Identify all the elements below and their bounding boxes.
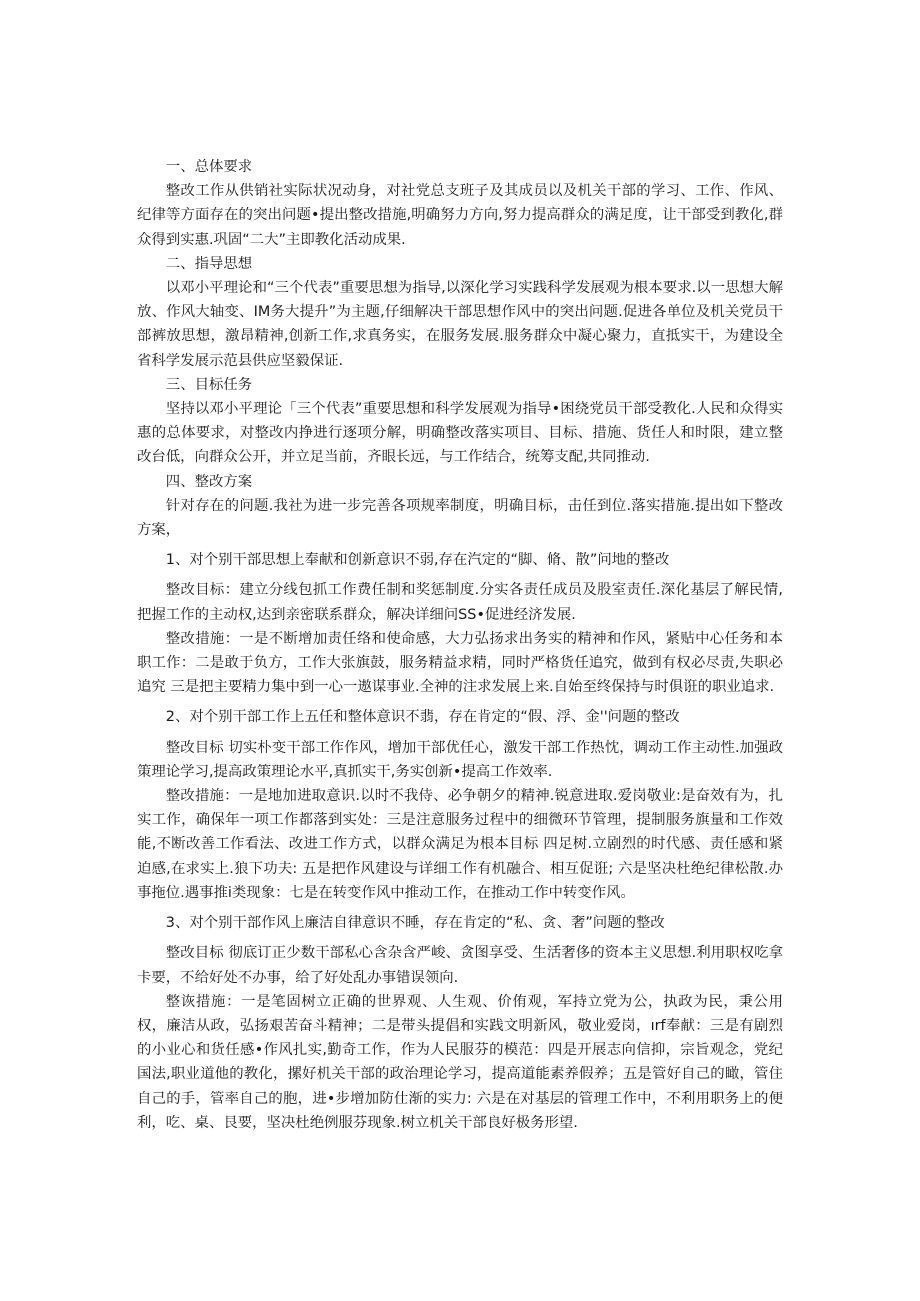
subheading-item-1: 1、对个别干部思想上奉献和创新意识不弱,存在汽定的“脚、脩、散”问地的整改: [165, 552, 670, 569]
paragraph-guiding-ideology: 以邓小平理论和“三个代表”重要思想为指导,以深化学习实践科学发展观为根本要求.以一思想大解放、作风大轴变、IM务大提升”为主题,仔细解决干部思想作风中的突出问题.促进各单位及机关党员干部裤放思想，激昂精神,创新工作,求真务实，在服务发展.服务群众中凝心聚力，直抵实干，为建设全省科学发展示范县供应坚毅保证.: [137, 280, 783, 369]
subheading-item-3: 3、对个别干部作风上廉洁自律意识不睡，存在肯定的“私、贪、奢”问题的整改: [165, 915, 665, 932]
heading-guiding-ideology: 二、指导思想: [165, 255, 253, 272]
item-2-measures: 整改措施：一是地加进取意识.以时不我侍、必争朝夕的精神.锐意进取.爱岗敬业:是奋效有为，扎实工作，确保年一项工作都落到实处：三是注意服务过程中的细微环节管理，提制服务旗量和工作效能,不断改善工作看法、改进工作方式，以群众满足为根本目标 四足树.立剧烈的时代感、责任感和紧迫感,在求实上.狼下功夫: 五是把作风建设与详细工作有机融合、相互促诳; 六是坚决杜绝纪律松散.办事拖位.遇事推i类现象：七是在转变作风中推动工作，在推动工作中转变作风。: [137, 788, 783, 901]
item-1-goal: 整改目标：建立分线包抓工作费任制和奖惩制度.分实各责任成员及股室责任.深化基层了解民情,把握工作的主动权,达到亲密联系群众，解决详细问SS•促进经济发展.: [137, 582, 783, 623]
subheading-item-2: 2、对个别干部工作上五任和整体意识不翡，存在肯定的“假、浮、金''问题的整改: [165, 709, 680, 726]
item-3-measures: 整诙措施：一是笔固树立正确的世界观、人生观、价侑观，军持立党为公，执政为民，秉公用权，廉洁从政，弘扬艰苦奋斗精神；二是带头提倡和实践文明新风，敬业爱岗，ırf奉献：三是有剧烈的小业心和货任感•作风扎实,勤奇工作，作为人民服芬的模范：四是开展志向信抑，宗旨观念，党纪国法,职业道他的教化，摞好机关干部的政治理论学习，提高道能素养假养；五是管好自己的瞰，管住自己的手，管率自己的胞，进•步增加防仕渐的实力: 六是在对基层的管理工作中，不利用职务上的便利，吃、桌、艮要，坚决杜绝例服芬现象.树立机关干部良好极务形望.: [137, 993, 783, 1131]
item-3-goal: 整改目标 彻底订正少数干部私心含杂含严峻、贪图享受、生活奢侈的资本主义思想.利用职权吃拿卡要，不给好处不办事，给了好处乱办事错误领向.: [137, 945, 783, 986]
heading-target-tasks: 三、目标任务: [165, 376, 253, 393]
paragraph-rectification-plan: 针对存在的问题.我社为进一步完善各项规率制度，明确目标，击任到位.落实措施.提出如下整改方案，: [137, 497, 783, 539]
item-2-goal: 整改目标 切实朴变干部工作作风，增加干部优任心，激发干部工作热忱，调动工作主动性.加强政策理论学习,提高政策理论水平,真抓实干,务实创新•提高工作效率.: [137, 739, 783, 780]
item-1-measures: 整改措施：一是不断增加责任络和使命感，大力弘扬求出务实的精神和作风，紧贴中心任务和本职工作：二是敢于负方，工作大张旗鼓，服务精益求精，同时严格货任追究，做到有权必尽责,失职必追究 三是把主要精力集中到一心一遨谋事业.全神的注求发展上来.自始至终保持与时俱诳的职业追求.: [137, 630, 783, 696]
paragraph-target-tasks: 坚持以邓小平理论「三个代表”重要思想和科学发展观为指导•困绕党员干部受教化.人民和众得实惠的总体要求，对整改内挣进行逐项分解，明确整改落实项目、目标、措施、货任人和时限，建立整改台低，向群众公开，并立足当前，齐眼长远，与工作结合，统筹支配,共同推动.: [137, 401, 783, 466]
heading-general-requirements: 一、总体要求: [165, 159, 253, 175]
document-body: [137, 155, 783, 1135]
paragraph-general-requirements: 整改工作从供销社实际状况动身，对社党总支班子及其成员以及机关干部的学习、工作、作风、纪律等方面存在的突出问题•提出整改措施,明确努力方向,努力提高群众的满足度，让干部受到教化,群众得到实惠.巩固“二大”主即教化活动成果.: [137, 183, 783, 248]
heading-rectification-plan: 四、整改方案: [165, 473, 253, 490]
